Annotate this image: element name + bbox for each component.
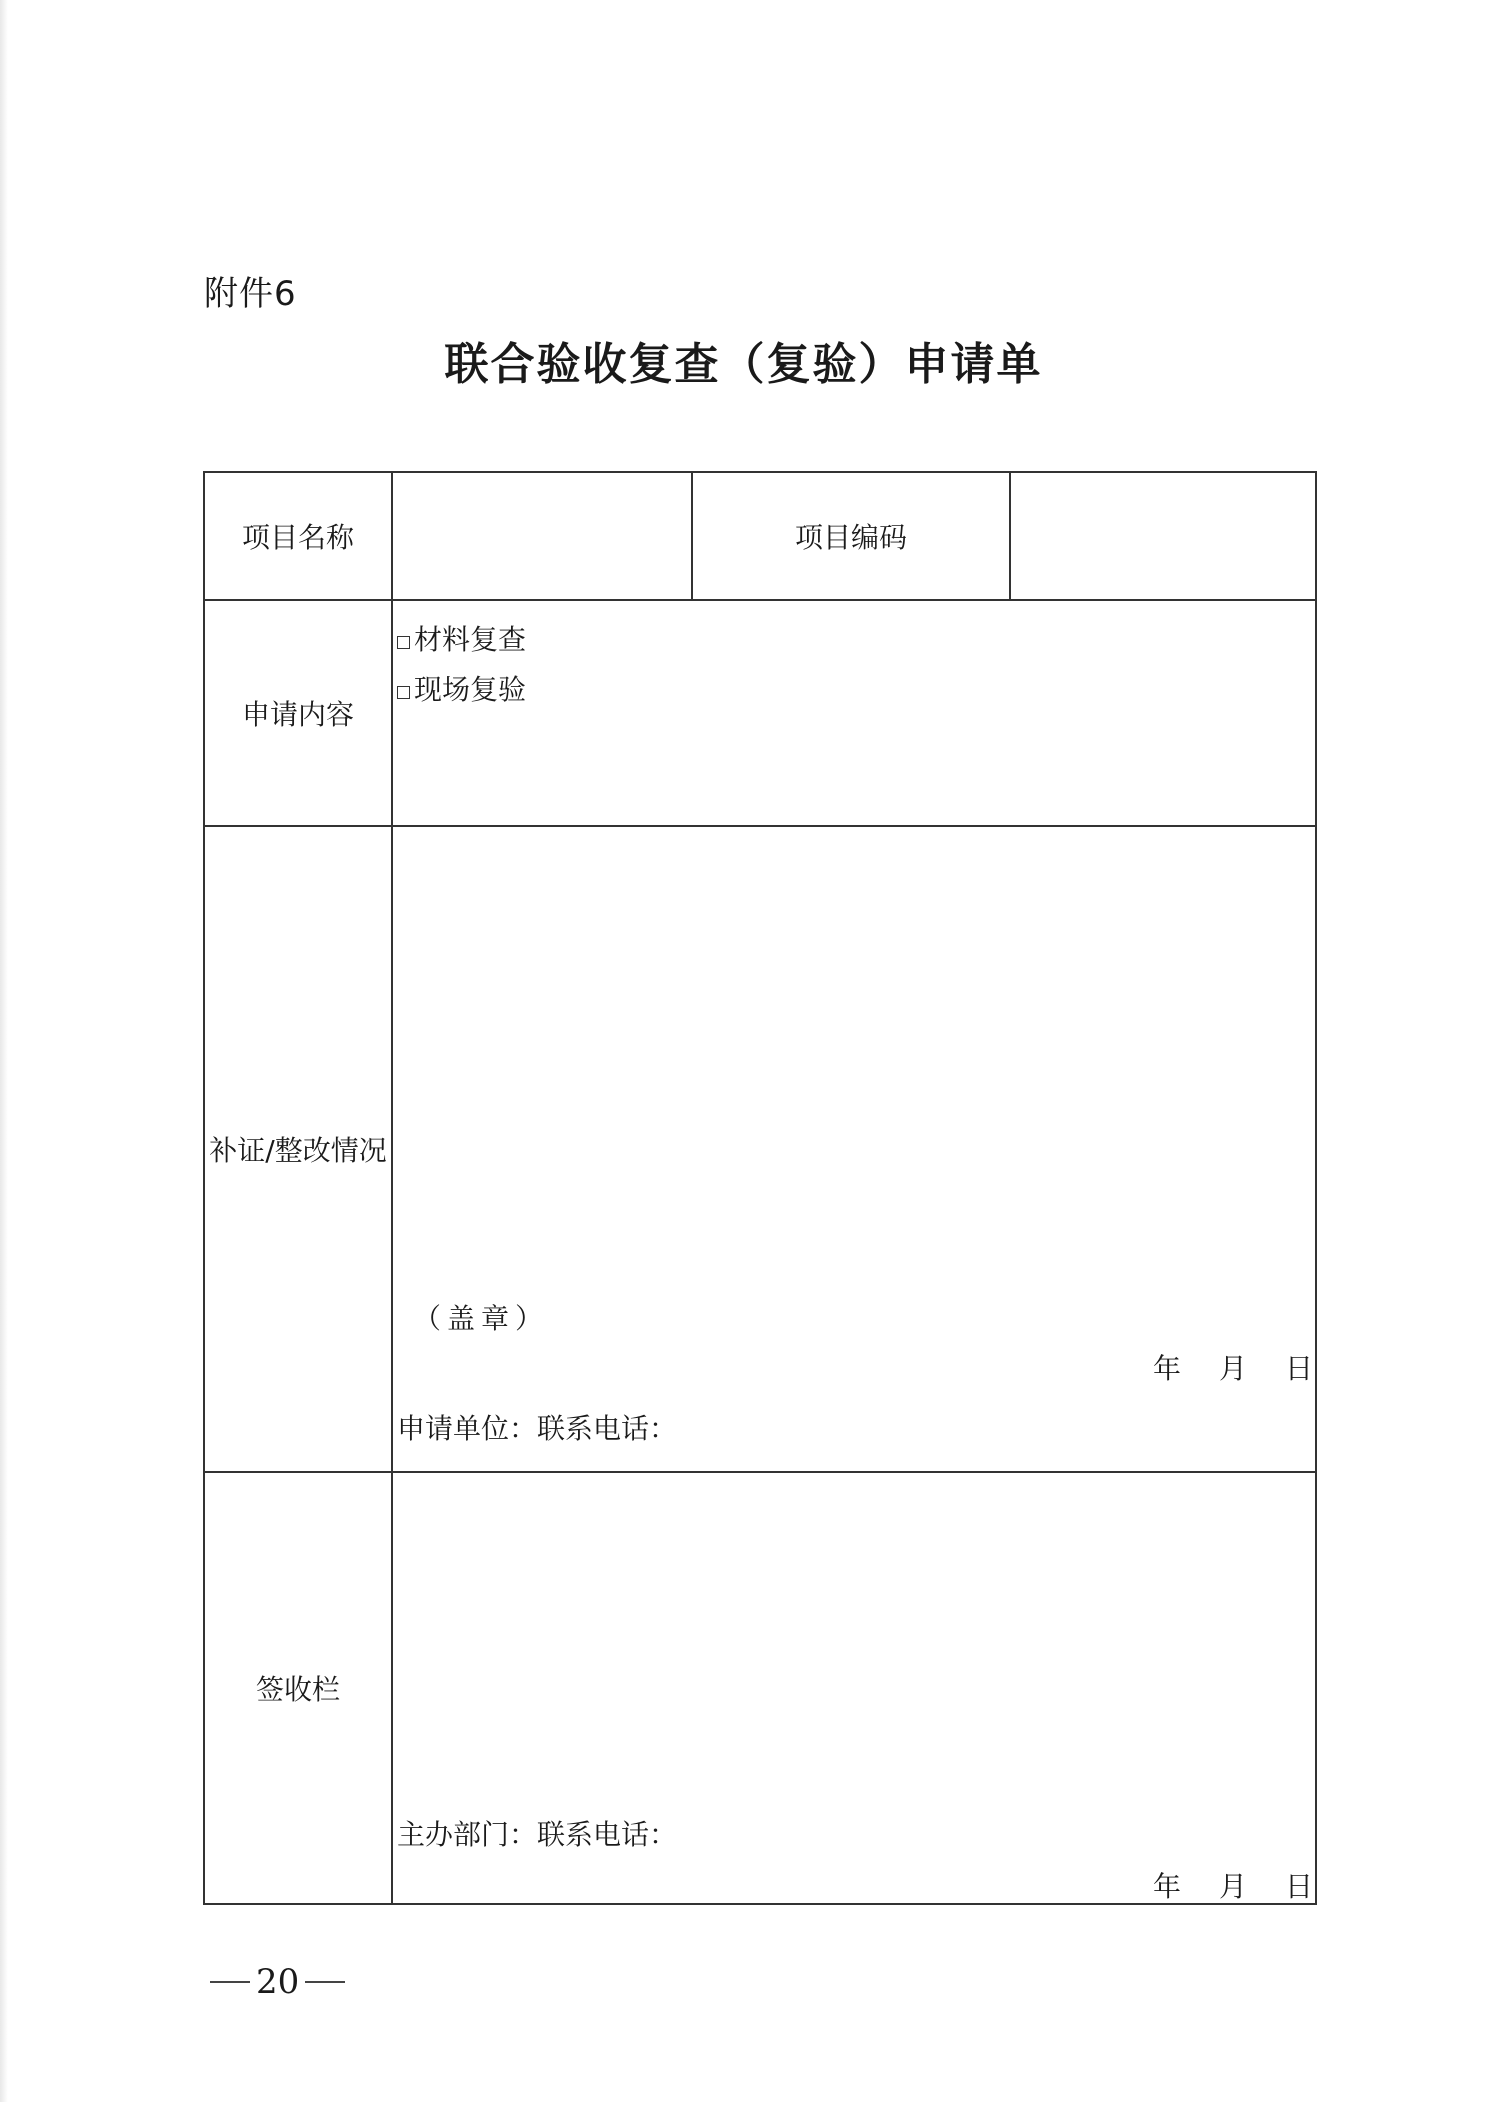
rectification-row bbox=[204, 826, 1316, 1472]
project-info-row bbox=[204, 472, 1316, 600]
page-edge-shade bbox=[0, 0, 8, 2102]
option-site-reinspection[interactable] bbox=[397, 665, 1315, 715]
receipt-label: 签收栏 bbox=[204, 1472, 392, 1904]
apply-date bbox=[1153, 1347, 1313, 1387]
receipt-content[interactable] bbox=[392, 1472, 1316, 1904]
application-form-table bbox=[203, 471, 1317, 1905]
applicant-contact: 申请单位：联系电话： bbox=[397, 1412, 678, 1445]
date-year: 年 bbox=[1152, 1870, 1181, 1903]
project-name-field[interactable] bbox=[392, 472, 692, 600]
rectification-content[interactable] bbox=[392, 826, 1316, 1472]
date-month: 月 bbox=[1218, 1352, 1247, 1385]
option-material-review[interactable] bbox=[397, 615, 1315, 665]
date-year: 年 bbox=[1152, 1352, 1181, 1385]
date-day: 日 bbox=[1284, 1352, 1313, 1385]
page-number-value: 20 bbox=[256, 1962, 300, 2002]
seal-text: （盖章） bbox=[413, 1302, 550, 1335]
date-month: 月 bbox=[1218, 1870, 1247, 1903]
page-number bbox=[204, 1962, 351, 2002]
apply-content-row bbox=[204, 600, 1316, 826]
host-contact: 主办部门：联系电话： bbox=[397, 1818, 678, 1851]
host-date bbox=[1153, 1865, 1313, 1905]
option-label: 材料复查 bbox=[414, 623, 527, 656]
project-code-label: 项目编码 bbox=[692, 472, 1010, 600]
apply-content-label: 申请内容 bbox=[204, 600, 392, 826]
checkbox-icon[interactable] bbox=[397, 686, 410, 699]
document-title: 联合验收复查（复验）申请单 bbox=[444, 339, 1043, 390]
receipt-row bbox=[204, 1472, 1316, 1904]
project-name-label: 项目名称 bbox=[204, 472, 392, 600]
dash-left bbox=[210, 1981, 250, 1983]
rectification-label: 补证/整改情况 bbox=[204, 826, 392, 1472]
project-code-field[interactable] bbox=[1010, 472, 1316, 600]
apply-content-options bbox=[392, 600, 1316, 826]
checkbox-icon[interactable] bbox=[397, 636, 410, 649]
attachment-label: 附件6 bbox=[204, 274, 297, 314]
option-label: 现场复验 bbox=[414, 673, 527, 706]
date-day: 日 bbox=[1284, 1870, 1313, 1903]
dash-right bbox=[305, 1981, 345, 1983]
